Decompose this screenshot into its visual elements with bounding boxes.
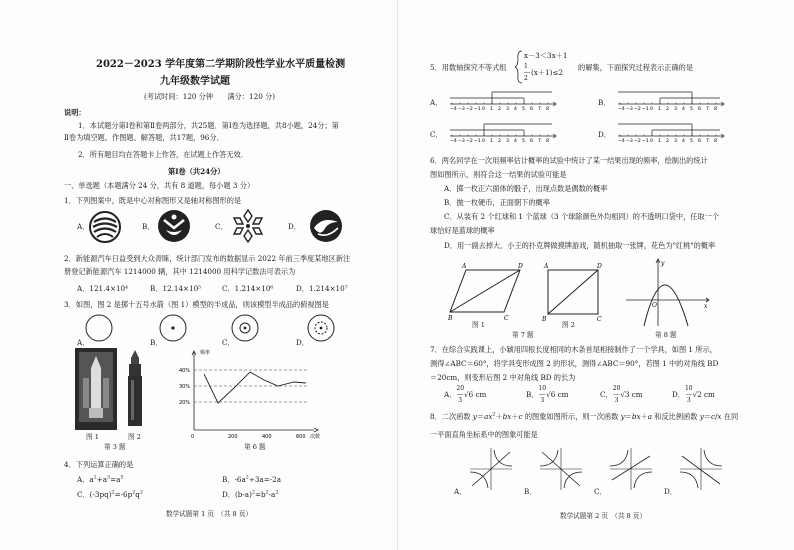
q8-option-d-label: D． [664,487,677,496]
page-divider [397,0,398,550]
q4-option-c: C．$(-3pq)^2=-6p^2q^2$ [77,490,143,499]
fig6-ytick-40: 40% [179,368,191,374]
fig6-xtick-400: 400 [262,434,272,440]
fig7-label-c1: C [504,315,509,322]
q1-option-a-label: A． [77,222,90,231]
q7-option-b: B．10 ― 3√6 cm [526,385,569,404]
q1-option-b-label: B． [142,222,155,231]
fig6-ytick-20: 20% [179,400,191,406]
fig6-frequency-chart [178,348,328,444]
q5-option-d-label: D． [598,130,611,139]
fig6-xtick-0: 0 [191,434,195,440]
fig8-caption: 第 8 题 [655,331,677,339]
numberline-tick-label: −3 [626,139,633,144]
numberline-tick-label: −3 [626,107,633,112]
q5-system-line2: (x＋1)≤2 [531,68,564,77]
exam-subtitle: 九年级数学试题 [160,76,230,87]
numberline-tick-label: 0 [650,139,653,144]
exam-time-info: (考试时间：120 分钟 满分：120 分) [144,92,276,101]
q1-option-d-label: D． [288,222,301,231]
q7-line3: ＝20cm，则变形后图 2 中对角线 BD 的长为 [430,373,576,382]
q5-stem-a: 5．用数轴探究不等式组 [430,63,507,72]
fig6-ytick-30: 30% [179,384,191,390]
fig6-ylabel: 频率 [200,350,211,356]
numberline-tick-label: 8 [546,107,549,112]
numberline-tick-label: 7 [538,107,541,112]
q1-stem: 1．下列图案中，既是中心对称图形又是轴对称图形的是 [64,196,242,205]
numberline-tick-label: 5 [690,107,693,112]
q3-fig1-rocket-photo [75,348,117,430]
q3-option-d-label: D． [296,338,309,347]
q8-option-c-graph [608,446,654,492]
numberline-tick-label: 7 [538,139,541,144]
q3-fig1-label: 图 1 [86,433,99,441]
q3-caption: 第 3 题 [104,443,126,451]
q7-option-d: D．10 ― 3√2 cm [672,385,715,404]
q8-option-b-graph [538,446,584,492]
footer-left: 数学试题第 1 页 （共 8 页） [166,510,253,518]
fig7-rhombus-figure1 [448,262,524,322]
instructions-line2: Ⅱ卷为填空题、作图题、解答题，共17题，96分． [64,133,224,142]
numberline-tick-label: 1 [658,139,661,144]
fig7-square-figure2 [542,262,604,322]
fig7-label-b1: B [448,315,453,322]
q6-stem-line1: 6．两名同学在一次用频率估计概率的试验中统计了某一结果出现的频率，绘制出的统计 [430,156,708,165]
q3-option-d-circle [306,313,336,343]
numberline-tick-label: −2 [634,139,641,144]
q3-option-b-circle [158,313,188,343]
fig8-parabola [622,258,712,328]
section1-heading: 第Ⅰ卷（共24分） [168,167,225,176]
q7-line1: 7．在综合实践课上，小颖用四根长度相同的木条首尾相接制作了一个学具，如图 1 所示， [430,345,717,354]
numberline-tick-label: 2 [666,139,669,144]
q8-line2: 一平面直角坐标系中的图象可能是 [430,430,538,439]
q3-option-a-circle [84,313,114,343]
q6-option-a: A．掷一枚正六面体的骰子，出现点数是偶数的概率 [444,184,608,193]
numberline-tick-label: 0 [650,107,653,112]
numberline-tick-label: 5 [690,139,693,144]
q5-system-line2-frac: 1 ― 2 [524,63,530,82]
q2-option-b: B．12.14×10⁵ [150,284,202,293]
fig7-caption: 第 7 题 [512,331,534,339]
numberline-tick-label: 3 [674,107,677,112]
numberline-tick-label: 3 [506,107,509,112]
numberline-tick-label: −1 [642,139,649,144]
numberline-tick-label: −3 [458,107,465,112]
q1-figure-d-logo [308,208,344,244]
q2-stem-line1: 2．新能源汽车日益受到大众青睐，统计部门发布的数据显示 2022 年前三季度某地区新注 [64,254,351,263]
q6-stem-line2: 图如图所示，则符合这一结果的试验可能是 [430,170,567,179]
fig7-label-a2: A [544,263,549,270]
fig7-label-d1: D [518,263,523,270]
q5-option-b-numberline [616,86,726,112]
numberline-tick-label: 5 [522,107,525,112]
numberline-tick-label: 8 [546,139,549,144]
numberline-tick-label: 6 [698,139,701,144]
fig7-label-d2: D [597,263,602,270]
q5-option-c-numberline [448,118,558,144]
q2-option-d: D．1.214×10⁷ [296,284,348,293]
fig7-label-c2: C [597,316,602,322]
q2-stem-line2: 册登记新能源汽车 1214000 辆，其中 1214000 用科学记数法可表示为 [64,267,296,276]
instructions-heading: 说明： [64,108,86,117]
numberline-tick-label: 5 [522,139,525,144]
numberline-tick-label: −2 [634,107,641,112]
q3-option-c-circle [230,313,260,343]
q7-line2: 测得∠ABC＝60°，将学具变形成图 2 的形状，测得∠ABC＝90°，若图 1 中的对角线 BD [430,359,719,368]
numberline-tick-label: −3 [458,139,465,144]
q5-option-d-numberline [616,118,726,144]
graph-hyperbola-branch [634,472,652,488]
q4-option-d: D．$(b-a)^2=b^2-a^2$ [222,490,279,499]
fig6-caption: 第 6 题 [244,443,266,451]
numberline-tick-label: 6 [530,139,533,144]
numberline-tick-label: −4 [450,139,457,144]
q8-option-d-graph [678,446,724,492]
q3-fig2-label: 图 2 [128,433,141,441]
q3-option-a-label: A． [77,338,90,347]
section1-part-title: 一、单选题（本题满分 24 分，共有 8 道题，每小题 3 分） [64,181,255,190]
numberline-tick-label: 8 [714,139,717,144]
fig7-label-b2: B [542,316,547,322]
q5-option-c-label: C． [430,130,443,139]
fig7-sub2: 图 2 [562,321,575,329]
numberline-tick-label: 7 [706,107,709,112]
q8-option-c-label: C． [594,487,607,496]
graph-hyperbola-branch [680,472,698,488]
fig6-xlabel: 次数 [310,434,321,440]
q5-system-line1: x－3＜3x＋1 [524,51,568,60]
numberline-tick-label: 3 [674,139,677,144]
numberline-tick-label: −4 [618,107,625,112]
q4-option-a: A．$a^2+a^3=a^5$ [77,475,124,484]
q8-option-a-label: A． [454,487,467,496]
numberline-tick-label: −1 [474,107,481,112]
numberline-tick-label: −4 [618,139,625,144]
q1-figure-b-logo [156,208,192,244]
numberline-tick-label: 4 [682,107,685,112]
numberline-tick-label: 1 [490,107,493,112]
q6-option-d: D．用一副去掉大、小王的扑克牌做摸牌游戏，随机抽取一张牌，花色为"红桃"的概率 [444,241,716,250]
numberline-tick-label: 6 [530,107,533,112]
fig7-label-a1: A [462,263,467,270]
numberline-tick-label: 6 [698,107,701,112]
fig6-xtick-200: 200 [228,434,238,440]
q8-line1: 8．二次函数 $y=ax^2+bx+c$ 的图象如图所示，则一次函数 y＝bx＋a 和反比例函数 y＝c/x 在同 [430,412,739,421]
q3-fig2-model-photo [124,348,146,430]
q5-stem-b: 的解集，下面探究过程表示正确的是 [578,63,694,72]
numberline-tick-label: 4 [514,139,517,144]
fig7-sub1: 图 1 [472,321,485,329]
q6-option-c-line1: C．从装有 2 个红球和 1 个蓝球（3 个球除颜色外均相同）的不透明口袋中，任取一个 [444,212,720,221]
graph-hyperbola-branch [610,450,628,466]
numberline-tick-label: 8 [714,107,717,112]
q5-brace [515,50,523,84]
q4-stem: 4．下列运算正确的是 [64,460,134,469]
fig8-label-x: x [704,303,708,310]
numberline-tick-label: 2 [498,107,501,112]
fig8-label-y: y [661,260,665,267]
exam-title: 2022－2023 学年度第二学期阶段性学业水平质量检测 [96,59,346,70]
q5-option-a-numberline [448,86,558,112]
q8-option-b-label: B． [524,487,537,496]
numberline-tick-label: 4 [514,107,517,112]
q2-option-a: A．121.4×10⁴ [77,284,129,293]
q5-option-b-label: B． [598,98,611,107]
numberline-tick-label: −1 [642,107,649,112]
numberline-tick-label: 3 [506,139,509,144]
q1-figure-a-logo [88,210,122,244]
q2-option-c: C．1.214×10⁶ [222,284,274,293]
q3-option-b-label: B． [150,338,163,347]
numberline-tick-label: −2 [466,139,473,144]
numberline-tick-label: 7 [706,139,709,144]
q3-stem: 3．如图，图 2 是掷十五号水箭（图 1）模型的半成品，则该模型半成品的俯视图是 [64,300,329,309]
graph-hyperbola-branch [704,450,722,466]
q6-option-b: B．抛一枚硬币，正面朝下的概率 [444,198,550,207]
numberline-tick-label: −2 [466,107,473,112]
numberline-tick-label: 1 [490,139,493,144]
q3-option-c-label: C． [222,338,235,347]
q5-option-a-label: A． [430,98,443,107]
numberline-tick-label: 2 [666,107,669,112]
numberline-tick-label: 2 [498,139,501,144]
q1-option-c-label: C． [215,222,228,231]
numberline-tick-label: −4 [450,107,457,112]
q7-option-a: A．20 ― 3√6 cm [444,385,487,404]
fig8-label-o: O [652,302,657,309]
q1-figure-c-snowflake [228,206,268,246]
numberline-tick-label: −1 [474,139,481,144]
numberline-tick-label: 4 [682,139,685,144]
numberline-tick-label: 1 [658,107,661,112]
footer-right: 数学试题第 2 页 （共 8 页） [560,512,647,520]
numberline-tick-label: 0 [482,139,485,144]
q7-option-c: C．20 ― 3√3 cm [600,385,643,404]
q6-option-c-line2: 球恰好是蓝球的概率 [430,226,495,235]
instructions-line3: 2．所有题目均在答题卡上作答，在试题上作答无效． [78,150,248,159]
numberline-tick-label: 0 [482,107,485,112]
q8-option-a-graph [468,446,514,492]
q4-option-b: B．$-6a^2\div 3a=-2a$ [222,475,282,484]
fig6-xtick-600: 600 [296,434,306,440]
instructions-line1: 1．本试题分第Ⅰ卷和第Ⅱ卷两部分，共25题．第Ⅰ卷为选择题，共8小题，24分；第 [78,121,339,130]
